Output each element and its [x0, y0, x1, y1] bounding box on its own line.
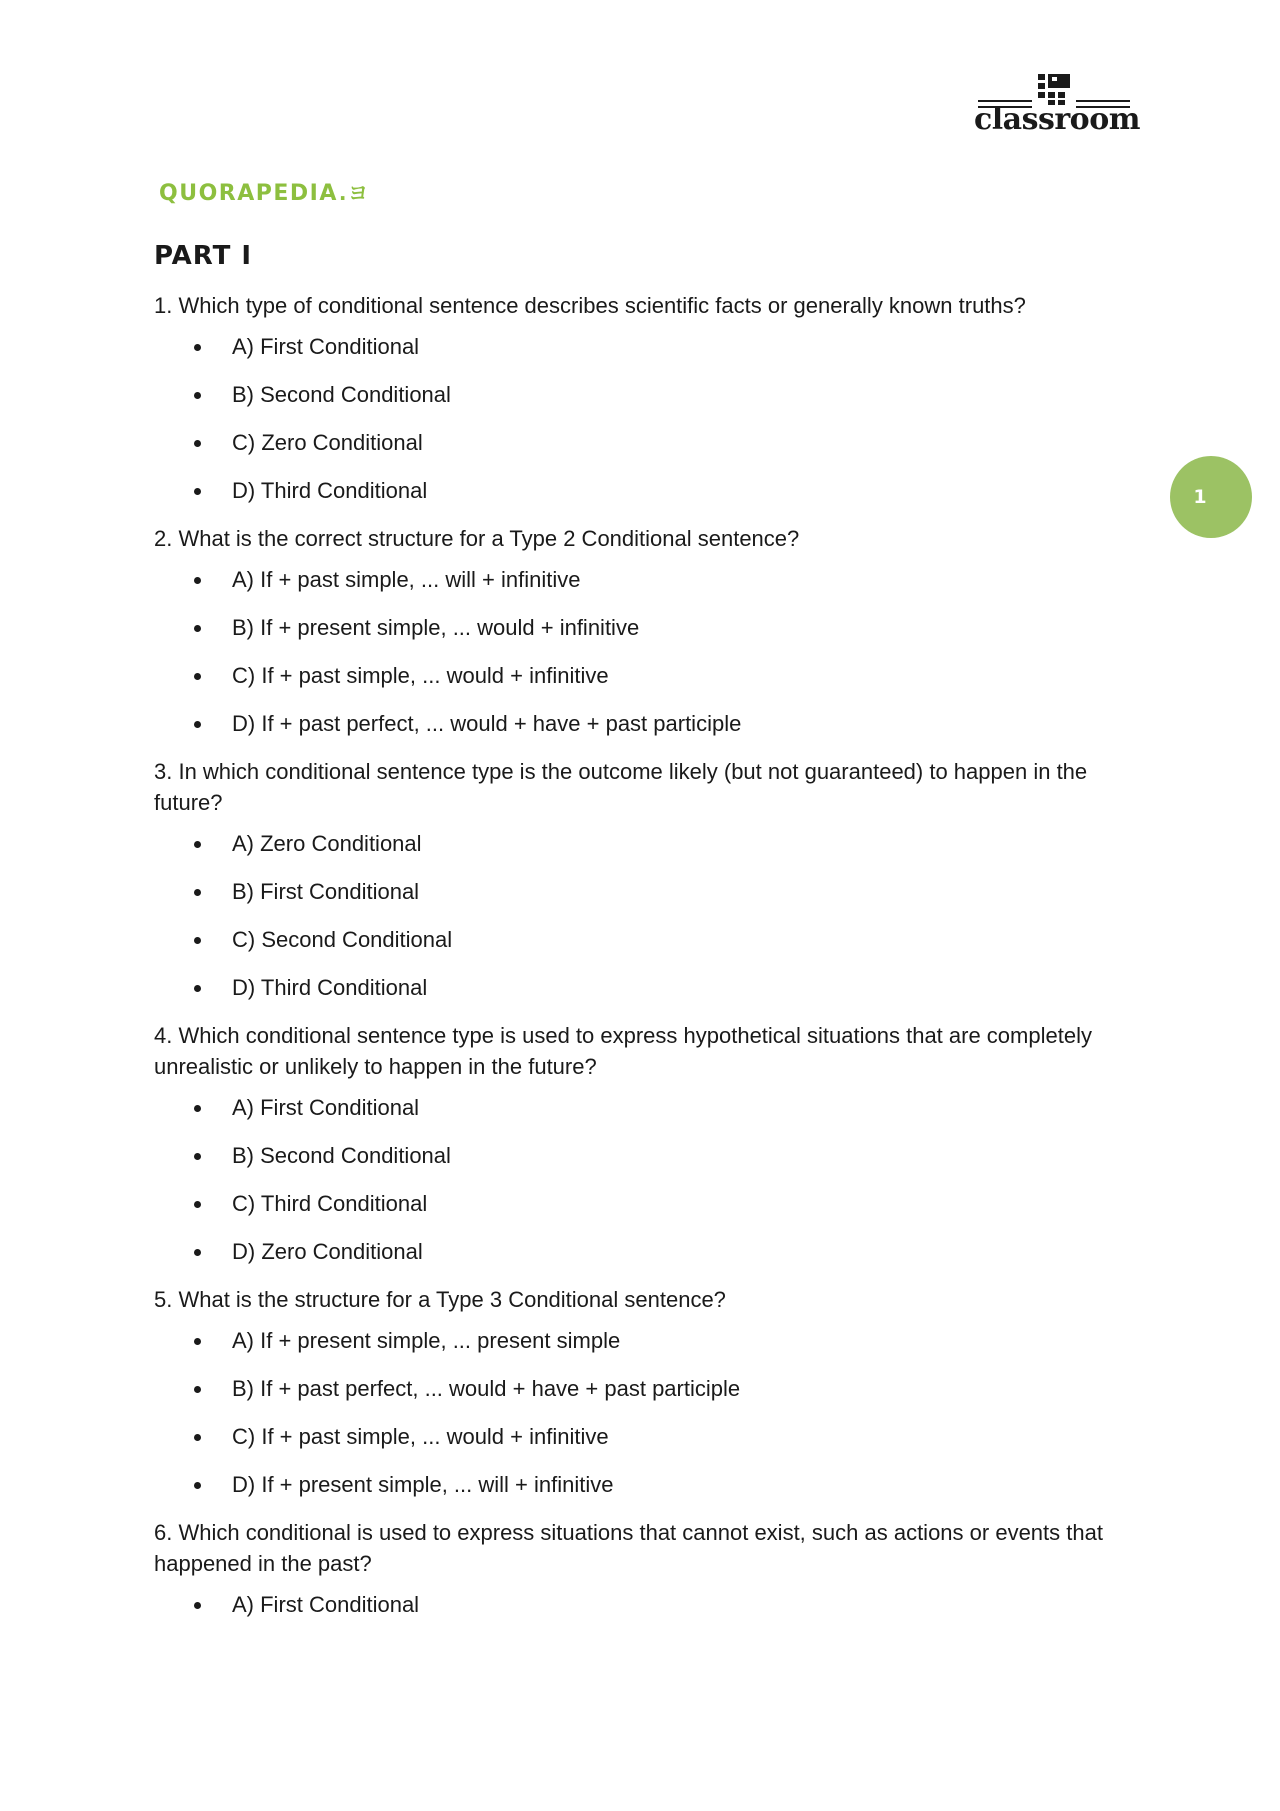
question-2-options	[154, 564, 1144, 739]
question-4-options	[154, 1092, 1144, 1267]
option-item: C) If + past simple, ... would + infinitive	[154, 1421, 1144, 1452]
question-5: 5. What is the structure for a Type 3 Conditional sentence?	[154, 1287, 726, 1312]
question-3-options	[154, 828, 1144, 1003]
question-3: 3. In which conditional sentence type is the outcome likely (but not guaranteed) to happen in the future?	[154, 759, 1088, 815]
option-item: C) Third Conditional	[154, 1188, 1144, 1219]
brand-text: QUORAPEDIA	[159, 181, 338, 206]
option-item: D) If + present simple, ... will + infinitive	[154, 1469, 1144, 1500]
option-item: B) Second Conditional	[154, 1140, 1144, 1171]
brand-mark-icon: .ヨ	[338, 181, 370, 205]
option-item: A) If + past simple, ... will + infinitive	[154, 564, 1144, 595]
option-item: A) First Conditional	[154, 331, 1144, 362]
question-1-options	[154, 331, 1144, 506]
option-item: A) If + present simple, ... present simple	[154, 1325, 1144, 1356]
brand-name	[159, 178, 369, 209]
question-6-options	[154, 1589, 1144, 1620]
question-2: 2. What is the correct structure for a Type 2 Conditional sentence?	[154, 526, 800, 551]
classroom-logo	[974, 72, 1140, 144]
option-item: D) Third Conditional	[154, 972, 1144, 1003]
option-item: A) Zero Conditional	[154, 828, 1144, 859]
option-item: D) Third Conditional	[154, 475, 1144, 506]
option-item: B) Second Conditional	[154, 379, 1144, 410]
part-title: PART I	[154, 241, 253, 271]
option-item: C) Second Conditional	[154, 924, 1144, 955]
question-1: 1. Which type of conditional sentence describes scientific facts or generally known truths?	[154, 293, 1026, 318]
option-item: A) First Conditional	[154, 1589, 1144, 1620]
option-item: C) If + past simple, ... would + infinitive	[154, 660, 1144, 691]
logo-text: classroom	[974, 102, 1140, 137]
option-item: D) If + past perfect, ... would + have + past participle	[154, 708, 1144, 739]
worksheet-content	[154, 236, 1144, 1637]
option-item: A) First Conditional	[154, 1092, 1144, 1123]
option-item: B) First Conditional	[154, 876, 1144, 907]
question-6: 6. Which conditional is used to express situations that cannot exist, such as actions or events that happened in the past?	[154, 1520, 1103, 1576]
option-item: B) If + present simple, ... would + infinitive	[154, 612, 1144, 643]
option-item: D) Zero Conditional	[154, 1236, 1144, 1267]
question-5-options	[154, 1325, 1144, 1500]
option-item: B) If + past perfect, ... would + have + past participle	[154, 1373, 1144, 1404]
question-4: 4. Which conditional sentence type is used to express hypothetical situations that are completely unrealistic or unlikely to happen in the future?	[154, 1023, 1092, 1079]
page-number-badge: 1	[1170, 456, 1252, 538]
option-item: C) Zero Conditional	[154, 427, 1144, 458]
classroom-logo-icon	[1036, 72, 1072, 106]
